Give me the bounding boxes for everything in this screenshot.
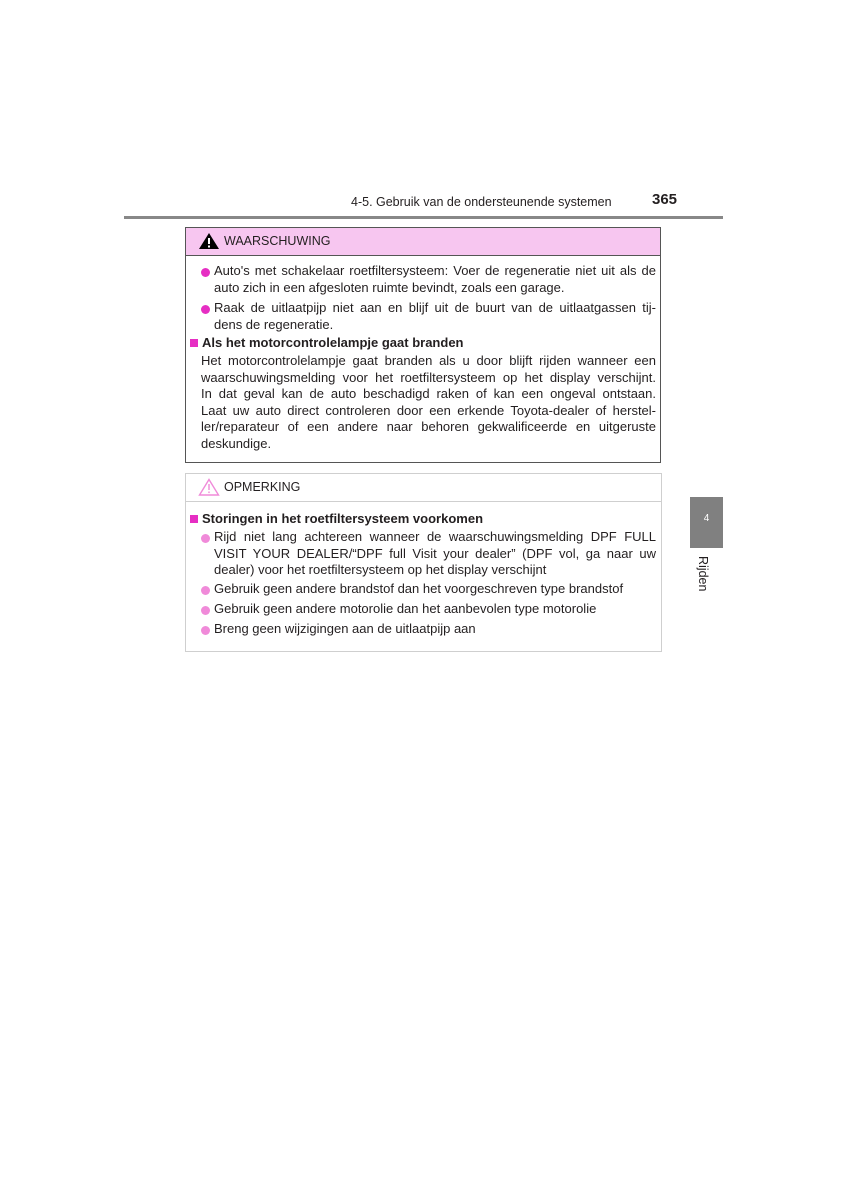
bullet-line: dens de regeneratie. xyxy=(214,316,334,332)
paragraph-line: Laat uw auto direct controleren door een erkende Toyota-dealer of herstel- xyxy=(201,402,656,418)
bullet-line: dealer) voor het roetfiltersysteem op het display verschijnt xyxy=(214,562,547,577)
warning-bullet-1 xyxy=(201,263,656,296)
warning-triangle-icon xyxy=(198,232,220,250)
chapter-number: 4 xyxy=(703,513,710,524)
chapter-tab xyxy=(690,497,723,548)
page-number: 365 xyxy=(652,191,678,208)
note-label: OPMERKING xyxy=(224,480,301,494)
bullet-line: Gebruik geen andere motorolie dan het aanbevolen type motorolie xyxy=(214,601,597,616)
paragraph-line: ler/reparateur of een andere naar behoren gekwalificeerde en uitgeruste xyxy=(201,419,656,434)
bullet-line: auto zich in een afgesloten ruimte bevindt, zoals een garage. xyxy=(214,279,565,295)
bullet-line: Raak de uitlaatpijp niet aan en blijf uit de buurt van de uitlaatgassen tij- xyxy=(214,300,656,315)
bullet-dot xyxy=(201,268,210,277)
bullet-dot xyxy=(201,626,210,635)
bullet-dot xyxy=(201,606,210,615)
note-subheading xyxy=(190,511,483,528)
warning-box-header xyxy=(186,228,660,256)
warning-subheading-text: Als het motorcontrolelampje gaat branden xyxy=(202,335,464,350)
bullet-line: Gebruik geen andere brandstof dan het voorgeschreven type brandstof xyxy=(214,581,624,596)
bullet-line: Rijd niet lang achtereen wanneer de waarschuwingsmelding DPF FULL xyxy=(214,529,656,544)
note-bullet-1 xyxy=(201,529,656,579)
warning-bullet-2 xyxy=(201,300,656,333)
warning-subheading xyxy=(190,335,464,352)
bullet-dot xyxy=(201,305,210,314)
warning-paragraph xyxy=(201,353,656,452)
page-header-section-title: 4-5. Gebruik van de ondersteunende systemen xyxy=(351,195,612,209)
paragraph-line: Het motorcontrolelampje gaat branden als u door blijft rijden wanneer een xyxy=(201,353,656,368)
note-bullet-4 xyxy=(201,621,656,638)
header-rule xyxy=(124,216,723,219)
note-bullet-2 xyxy=(201,581,656,598)
bullet-dot xyxy=(201,586,210,595)
bullet-line: VISIT YOUR DEALER/“DPF full Visit your dealer” (DPF vol, ga naar uw xyxy=(214,545,656,561)
note-box-header xyxy=(186,474,661,502)
paragraph-line: waarschuwingsmelding voor het roetfiltersysteem op het display verschijnt. xyxy=(201,369,656,385)
chapter-label: Rijden xyxy=(696,556,710,592)
heading-square xyxy=(190,339,198,347)
bullet-line: Auto's met schakelaar roetfiltersysteem: Voer de regeneratie niet uit als de xyxy=(214,263,656,278)
note-bullet-3 xyxy=(201,601,656,618)
caution-triangle-outline-icon xyxy=(198,478,220,496)
note-subheading-text: Storingen in het roetfiltersysteem voorkomen xyxy=(202,511,484,526)
paragraph-line: deskundige. xyxy=(201,435,272,451)
bullet-dot xyxy=(201,534,210,543)
bullet-line: Breng geen wijzigingen aan de uitlaatpijp aan xyxy=(214,621,476,636)
warning-label: WAARSCHUWING xyxy=(224,234,331,248)
paragraph-line: In dat geval kan de auto beschadigd raken of kan een ongeval ontstaan. xyxy=(201,386,656,401)
heading-square xyxy=(190,515,198,523)
